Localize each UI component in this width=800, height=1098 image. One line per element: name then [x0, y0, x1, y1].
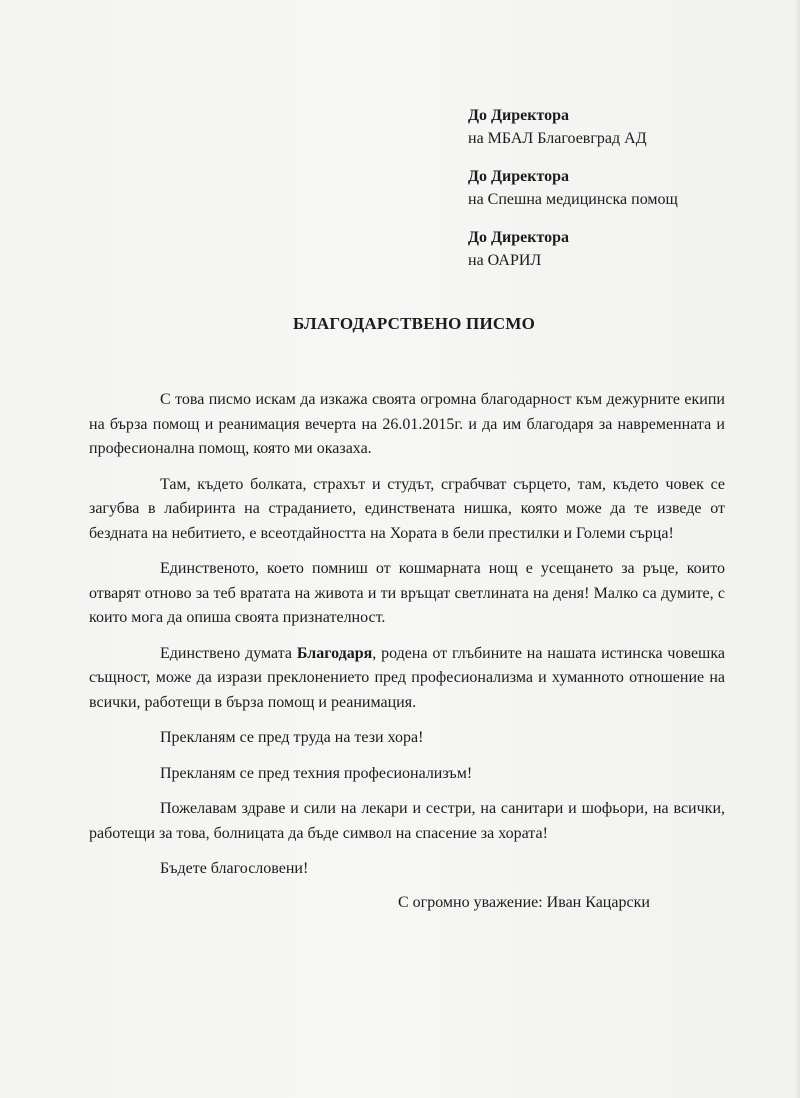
paragraph-memory: Единственото, което помниш от кошмарната нощ е усещането за ръце, които отварят отново за теб вратата на живота и ти връщат светлината на деня! Малко са думите, с които мога да опиша своята признателност.	[89, 560, 725, 626]
paragraph-blessing: Бъдете благословени!	[160, 860, 309, 877]
paragraph-bow-professionalism: Прекланям се пред техния професионализъм!	[160, 764, 473, 782]
recipient-emergency	[468, 165, 768, 211]
scan-edge-shadow	[794, 0, 800, 1098]
paragraph-thanks-end: , родена от глъбините на нашата истинска човешка същност, може да изрази преклонението пред професионализма и хуманното отношение на всички, работещи в бърза помощ и реанимация.	[89, 644, 725, 711]
paragraph-thanks-start: Единствено думата	[160, 644, 297, 662]
recipient-org: на Спешна медицинска помощ	[468, 191, 678, 208]
recipient-role: До Директора	[468, 168, 569, 185]
paragraph-wishes: Пожелавам здраве и сили на лекари и сестри, на санитари и шофьори, на всички, работещи за това, болницата да бъде символ на спасение за хората!	[89, 800, 725, 842]
paragraph-bow-labor: Прекланям се пред труда на тези хора!	[160, 729, 424, 746]
recipient-org: на МБАЛ Благоевград АД	[468, 130, 647, 147]
recipient-hospital	[468, 104, 768, 150]
recipients-block	[468, 104, 768, 287]
signature-line: С огромно уважение: Иван Кацарски	[398, 894, 650, 911]
letter-title-text: БЛАГОДАРСТВЕНО ПИСМО	[292, 314, 536, 333]
recipient-icu	[468, 226, 768, 272]
letter-body	[89, 388, 725, 893]
letter-title	[0, 314, 800, 334]
paragraph-thanks-word	[89, 642, 725, 716]
recipient-role: До Директора	[468, 229, 569, 246]
recipient-role: До Директора	[468, 107, 569, 124]
paragraph-gratitude: С това писмо искам да изкажа своята огромна благодарност към дежурните екипи на бърза помощ и реанимация вечерта на 26.01.2015г. и да им благодаря за навременната и професионална помощ, която ми оказаха.	[89, 391, 725, 457]
paragraph-pain: Там, където болката, страхът и студът, сграбчват сърцето, там, където човек се загубва в лабиринта на страданието, единствената нишка, която може да те изведе от бездната на небитието, е всеотдайността на Хората в бели престилки и Големи сърца!	[89, 475, 725, 542]
recipient-org: на ОАРИЛ	[468, 252, 542, 269]
paragraph-thanks-bold: Благодаря	[296, 644, 373, 662]
